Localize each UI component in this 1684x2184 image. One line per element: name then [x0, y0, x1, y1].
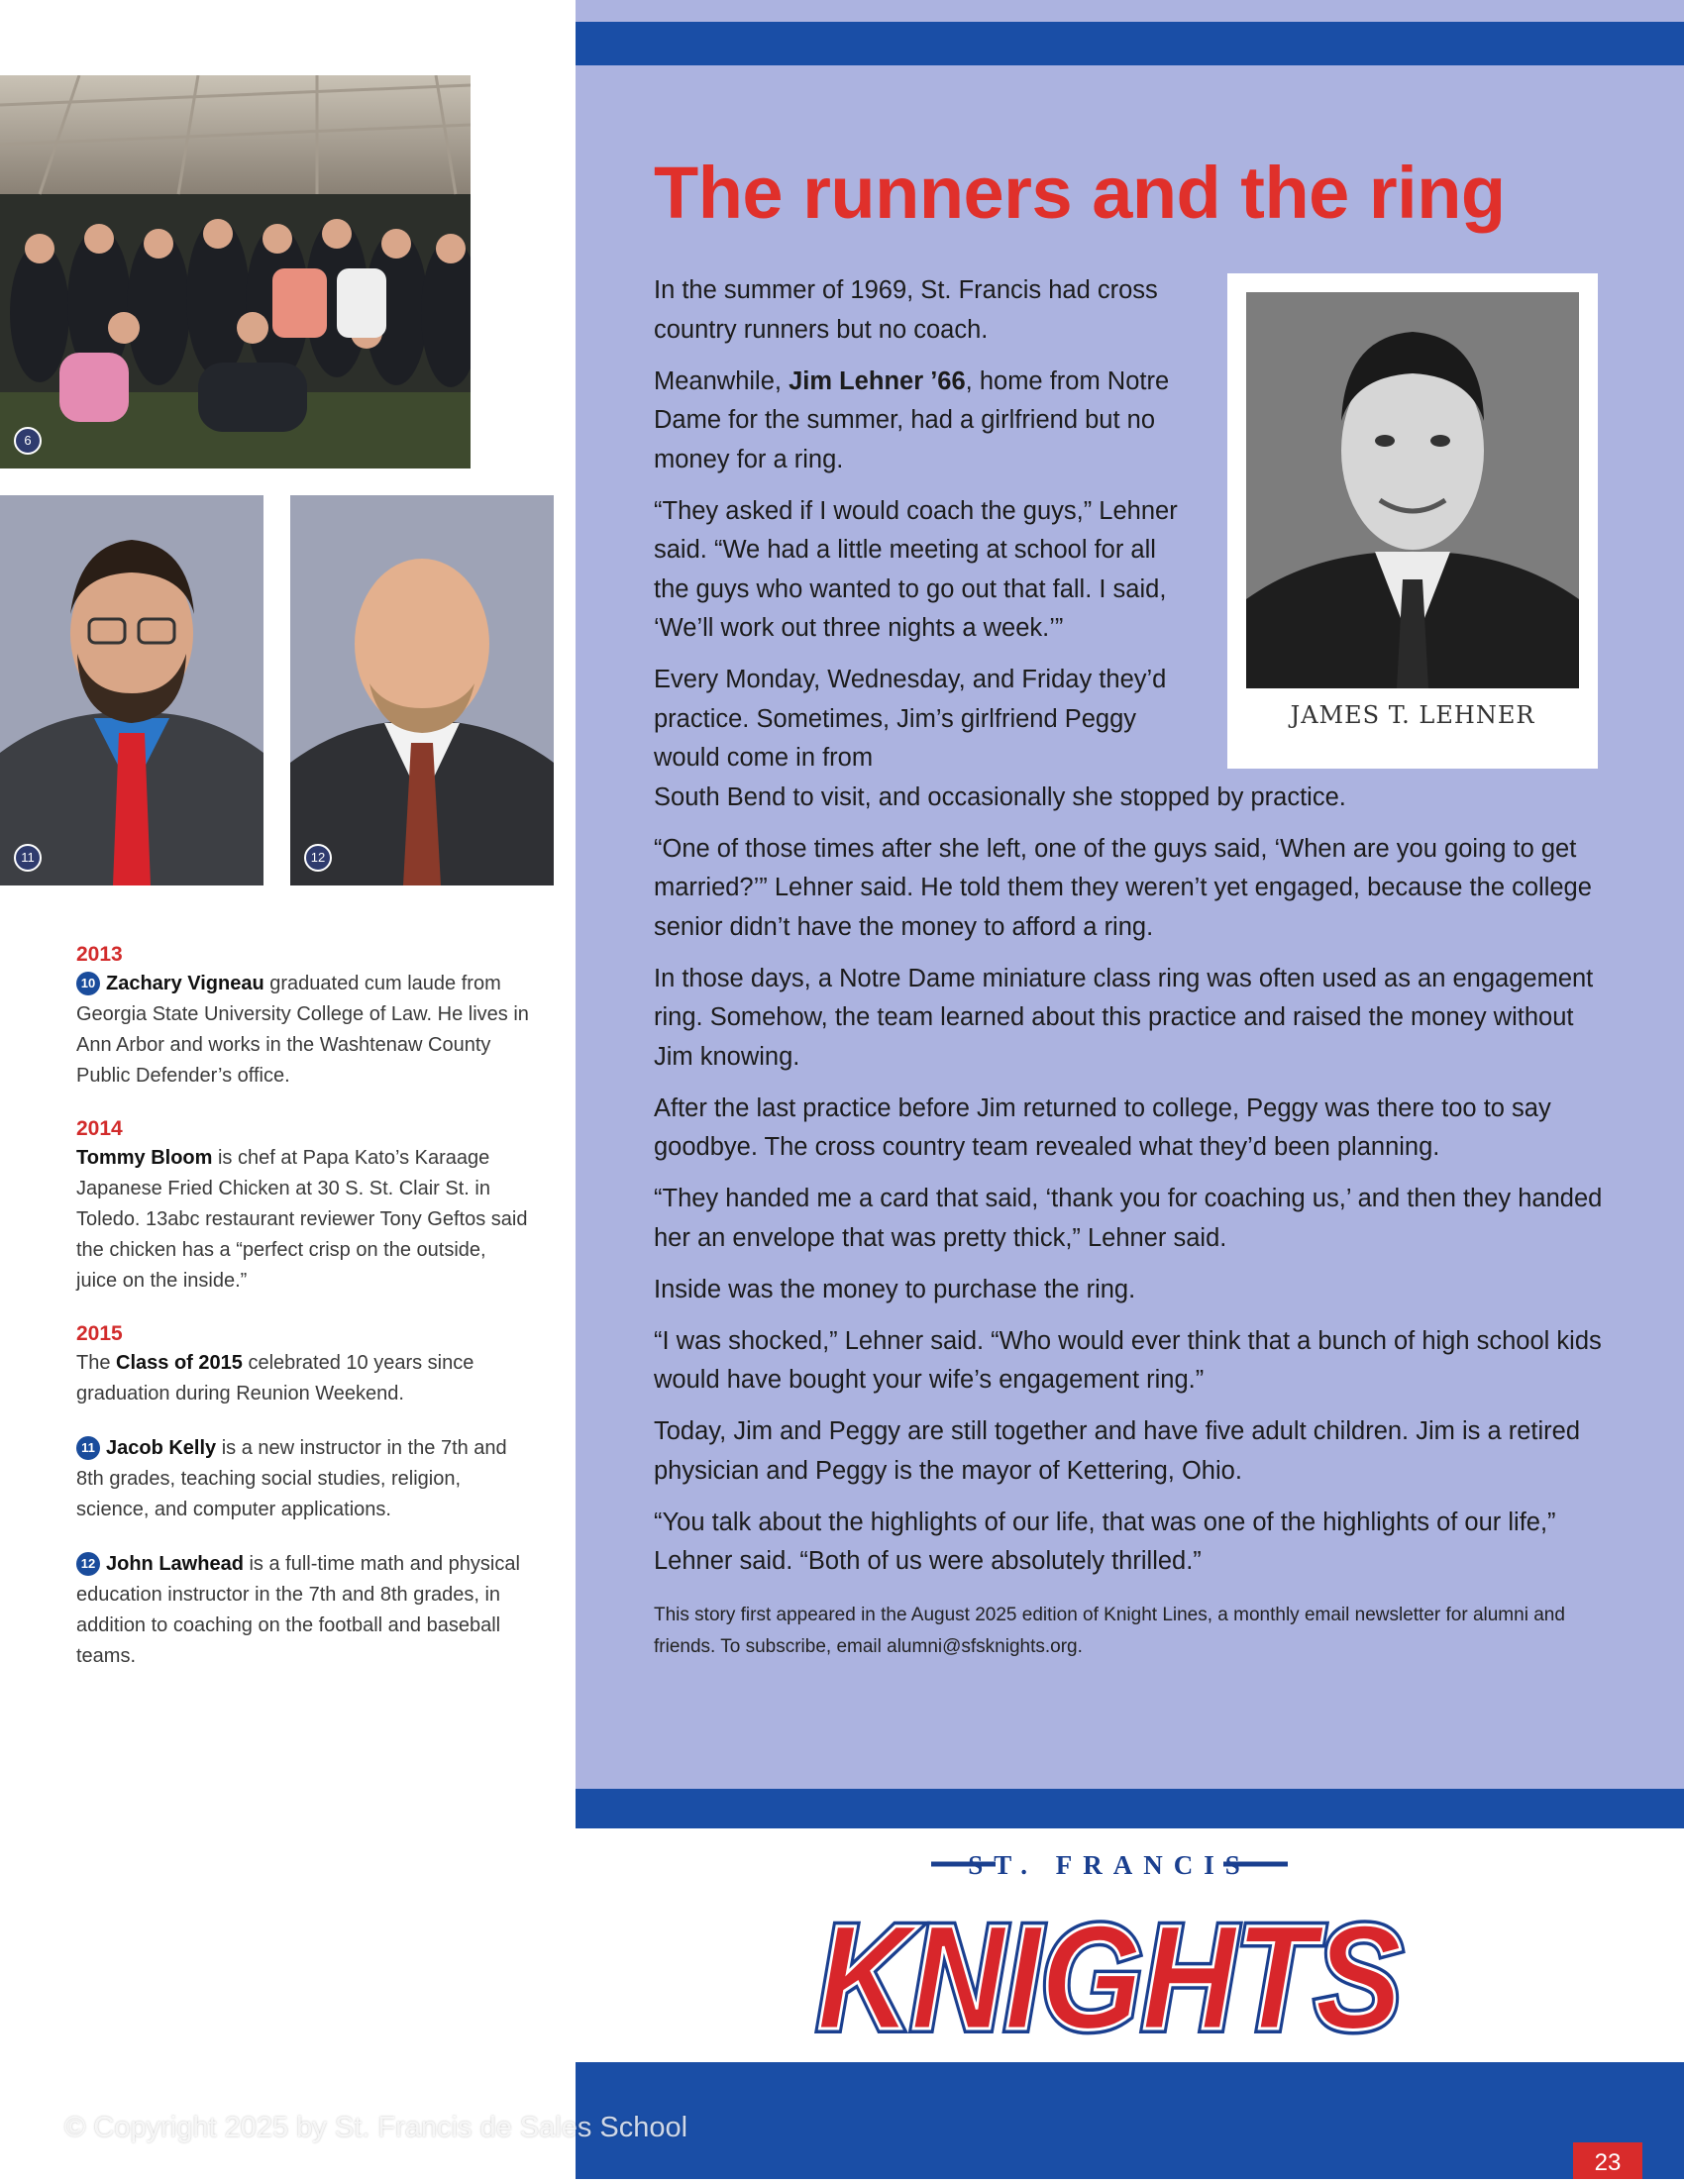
- article-paragraph: In the summer of 1969, St. Francis had cross country runners but no coach.: [654, 276, 1158, 344]
- class-note: [76, 969, 532, 1092]
- bottom-blue-band: [576, 2062, 1684, 2179]
- article-paragraph: After the last practice before Jim returned to college, Peggy was there too to say goodbye. The cross country team revealed what they’d been planning.: [654, 1093, 1551, 1161]
- group-photo-illustration: [0, 75, 471, 468]
- page-number: 23: [1573, 2142, 1642, 2179]
- note-text: graduated cum laude from Georgia State University College of Law. He lives in Ann Arbor and works in the Washtenaw County Public Defender’s office.: [76, 973, 529, 1087]
- class-notes: [76, 941, 532, 1672]
- copyright-notice: © Copyright 2025 by St. Francis de Sales School: [64, 2112, 688, 2143]
- alumni-name: Jim Lehner ’66: [789, 366, 966, 395]
- jacob-kelly-portrait: [0, 495, 263, 885]
- article-paragraph: “They handed me a card that said, ‘thank you for coaching us,’ and then they handed her an envelope that was pretty thick,” Lehner said.: [654, 1185, 1603, 1252]
- logo-main-text: KNIGHTS: [817, 1894, 1402, 2058]
- alumni-name: John Lawhead: [106, 1553, 244, 1575]
- article-paragraph: Today, Jim and Peggy are still together and have five adult children. Jim is a retired physician and Peggy is the mayor of Kettering, Ohio.: [654, 1417, 1581, 1485]
- note-number-badge: 10: [76, 972, 100, 995]
- article-paragraph: In those days, a Notre Dame miniature class ring was often used as an engagement ring. Somehow, the team learned about this practice and raised the money without Jim knowing.: [654, 964, 1594, 1071]
- note-text: celebrated 10 years since graduation during Reunion Weekend.: [76, 1352, 474, 1404]
- article-paragraph: South Bend to visit, and occasionally she stopped by practice.: [654, 782, 1346, 811]
- class-note: [76, 1549, 532, 1672]
- class-note: [76, 1348, 532, 1409]
- note-number-badge: 11: [76, 1436, 100, 1460]
- class-note: [76, 1433, 532, 1525]
- top-blue-band: [576, 22, 1684, 65]
- article-title: The runners and the ring: [654, 152, 1506, 234]
- note-text: is a full-time math and physical education instructor in the 7th and 8th grades, in addition to coaching on the football and baseball teams.: [76, 1553, 520, 1667]
- class-note: [76, 1143, 532, 1297]
- article-paragraph: “One of those times after she left, one of the guys said, ‘When are you going to get married?’” Lehner said. He told them they weren’t yet engaged, because the college senior didn’t have the money to afford a ring.: [654, 834, 1592, 941]
- article-paragraph: “I was shocked,” Lehner said. “Who would ever think that a bunch of high school kids would have bought your wife’s engagement ring.”: [654, 1326, 1602, 1394]
- alumni-name: Jacob Kelly: [106, 1437, 217, 1459]
- article-body: [654, 271, 1610, 1675]
- year-heading: 2014: [76, 1117, 123, 1140]
- alumni-name: Zachary Vigneau: [106, 973, 264, 994]
- logo-top-text: ST. FRANCIS: [968, 1850, 1251, 1880]
- article-paragraph: Inside was the money to purchase the ring.: [654, 1275, 1136, 1303]
- john-lawhead-portrait: [290, 495, 554, 885]
- note-number-badge: 12: [76, 1552, 100, 1576]
- portrait-illustration: [0, 495, 263, 885]
- photo-number-badge: 11: [14, 844, 42, 872]
- portrait-illustration: [290, 495, 554, 885]
- note-text: is chef at Papa Kato’s Karaage Japanese Fried Chicken at 30 S. St. Clair St. in Toledo. 13abc restaurant reviewer Tony Geftos said the chicken has a “perfect crisp on the outside, juice on the inside.”: [76, 1147, 528, 1292]
- note-prefix: The: [76, 1352, 117, 1374]
- year-heading: 2015: [76, 1322, 123, 1345]
- st-francis-knights-logo: [802, 1840, 1417, 2058]
- middle-blue-band: [576, 1789, 1684, 1828]
- alumni-name: Class of 2015: [116, 1352, 243, 1374]
- paragraph-text: Meanwhile,: [654, 366, 789, 395]
- article-paragraph: “They asked if I would coach the guys,” Lehner said. “We had a little meeting at school for all the guys who wanted to go out that fall. I said, ‘We’ll work out three nights a week.’”: [654, 496, 1178, 642]
- paragraph-text: , home from Notre Dame for the summer, had a girlfriend but no money for a ring.: [654, 366, 1170, 473]
- note-text: is a new instructor in the 7th and 8th grades, teaching social studies, religion, science, and computer applications.: [76, 1437, 507, 1520]
- alumni-name: Tommy Bloom: [76, 1147, 213, 1169]
- photo-number-badge: 12: [304, 844, 332, 872]
- year-heading: 2013: [76, 943, 123, 966]
- group-photo: [0, 75, 471, 468]
- logo-main-text-outline: KNIGHTS: [817, 1894, 1402, 2058]
- article-paragraph: [654, 363, 1179, 480]
- article-footnote: This story first appeared in the August 2025 edition of Knight Lines, a monthly email newsletter for alumni and friends. To subscribe, email alumni@sfsknights.org.: [654, 1604, 1565, 1657]
- yearbook-caption: JAMES T. LEHNER: [1290, 701, 1535, 729]
- photo-number-badge: 6: [14, 427, 42, 455]
- article-paragraph: Every Monday, Wednesday, and Friday they’d practice. Sometimes, Jim’s girlfriend Peggy would come in from: [654, 666, 1167, 772]
- article-paragraph: “You talk about the highlights of our life, that was one of the highlights of our life,” Lehner said. “Both of us were absolutely thrilled.”: [654, 1508, 1556, 1575]
